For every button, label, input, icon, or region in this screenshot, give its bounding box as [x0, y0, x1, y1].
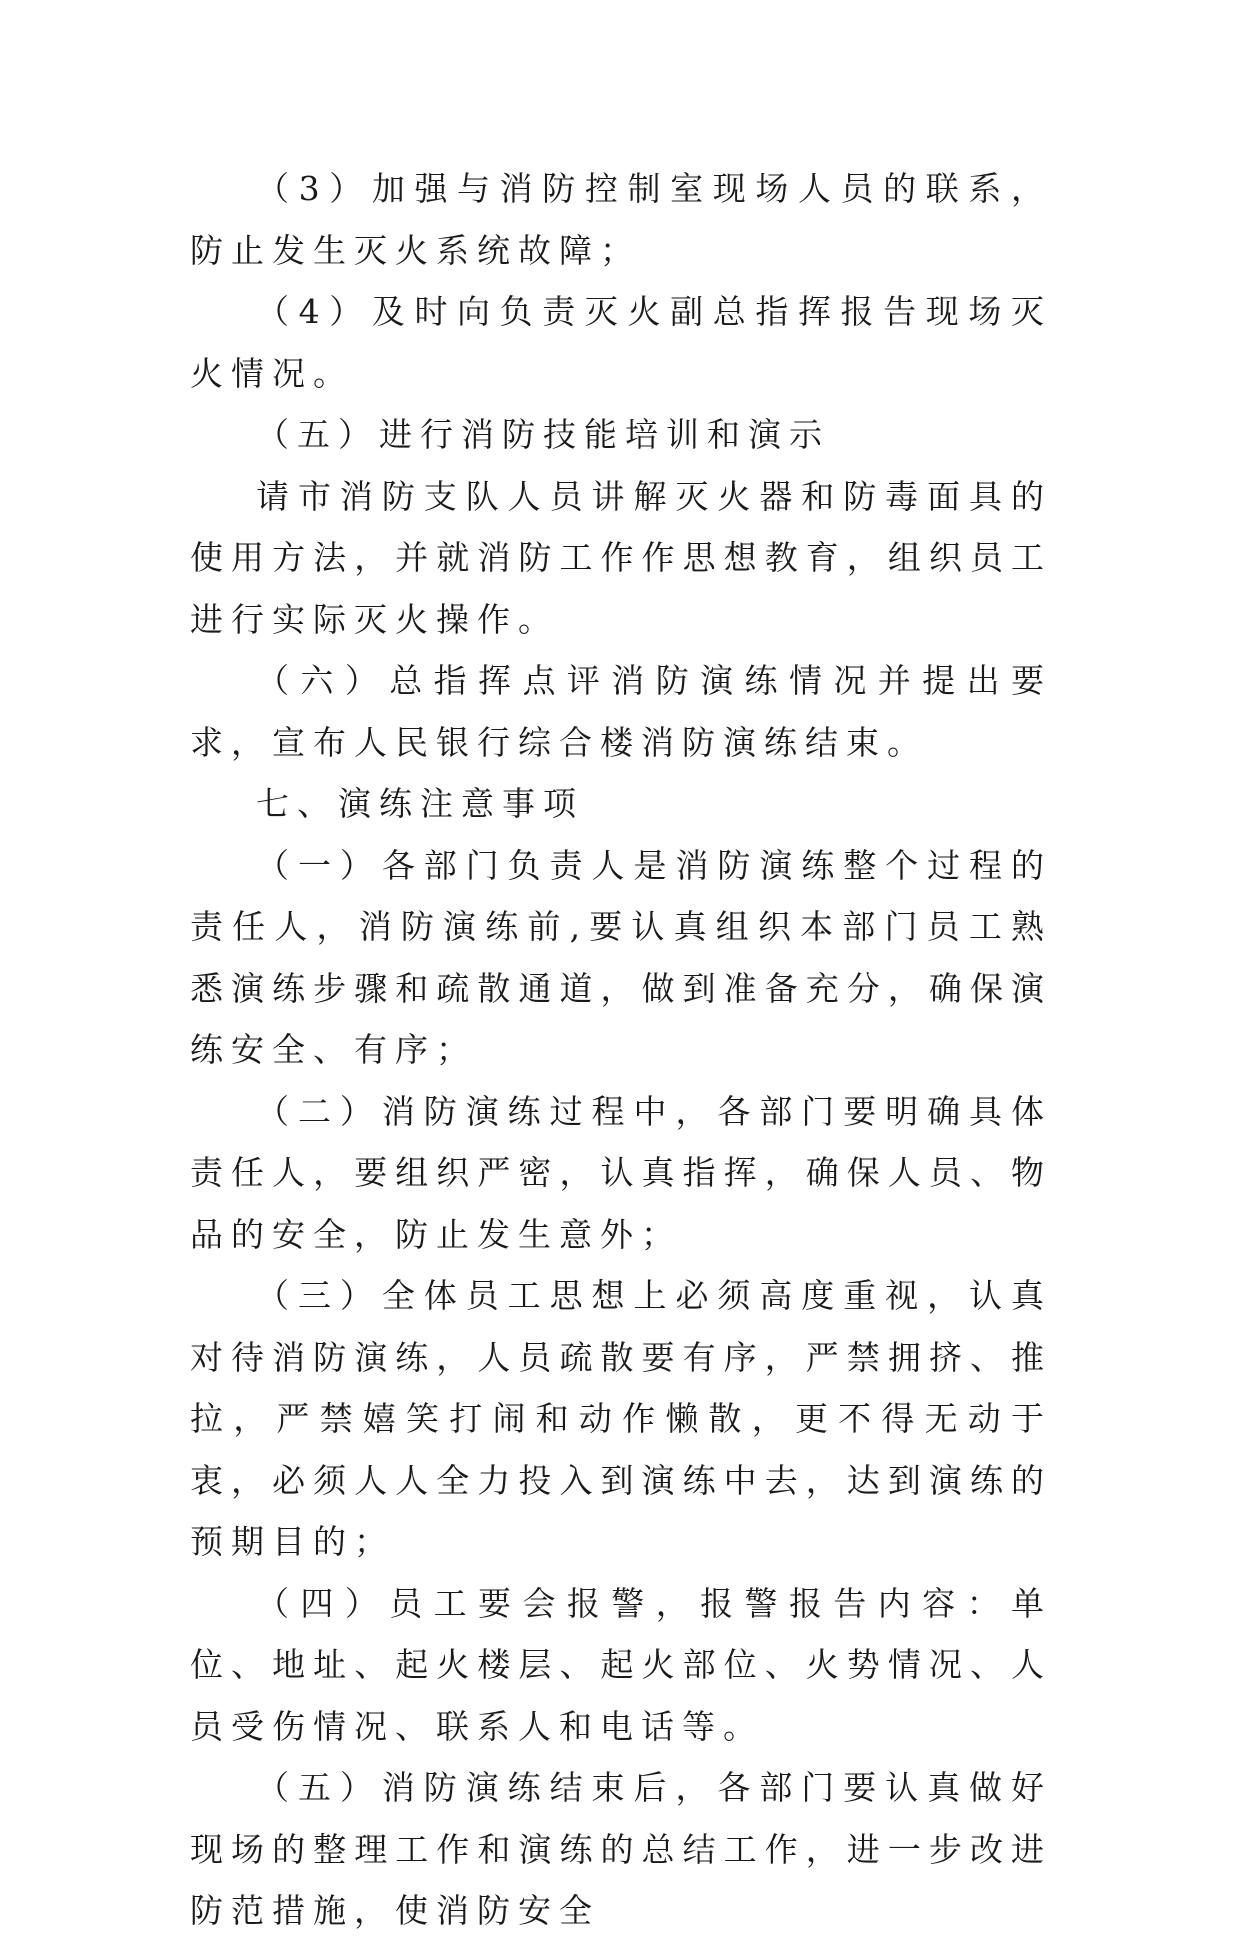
paragraph-item-4: （4）及时向负责灭火副总指挥报告现场灭火情况。 [190, 292, 1052, 393]
chapter-heading-notes: 七、演练注意事项 [256, 784, 584, 823]
note-item-5: （五）消防演练结束后，各部门要认真做好现场的整理工作和演练的总结工作，进一步改进防范措施，使消防安全 [190, 1768, 1052, 1930]
document-body [190, 158, 1052, 1942]
paragraph-training-body: 请市消防支队人员讲解灭火器和防毒面具的使用方法，并就消防工作作思想教育，组织员工进行实际灭火操作。 [190, 476, 1052, 639]
note-item-1: （一）各部门负责人是消防演练整个过程的责任人，消防演练前,要认真组织本部门员工熟悉演练步骤和疏散通道，做到准备充分，确保演练安全、有序； [190, 845, 1052, 1069]
paragraph-item-3: （3）加强与消防控制室现场人员的联系，防止发生灭火系统故障； [190, 169, 1052, 270]
section-heading-training: （五）进行消防技能培训和演示 [256, 415, 830, 454]
section-heading-summary: （六）总指挥点评消防演练情况并提出要求，宣布人民银行综合楼消防演练结束。 [190, 661, 1052, 762]
note-item-3: （三）全体员工思想上必须高度重视，认真对待消防演练，人员疏散要有序，严禁拥挤、推拉，严禁嬉笑打闹和动作懒散，更不得无动于衷，必须人人全力投入到演练中去，达到演练的预期目的； [190, 1276, 1052, 1561]
note-item-4: （四）员工要会报警，报警报告内容：单位、地址、起火楼层、起火部位、火势情况、人员受伤情况、联系人和电话等。 [190, 1583, 1052, 1746]
note-item-2: （二）消防演练过程中，各部门要明确具体责任人，要组织严密，认真指挥，确保人员、物品的安全，防止发生意外； [190, 1091, 1052, 1254]
